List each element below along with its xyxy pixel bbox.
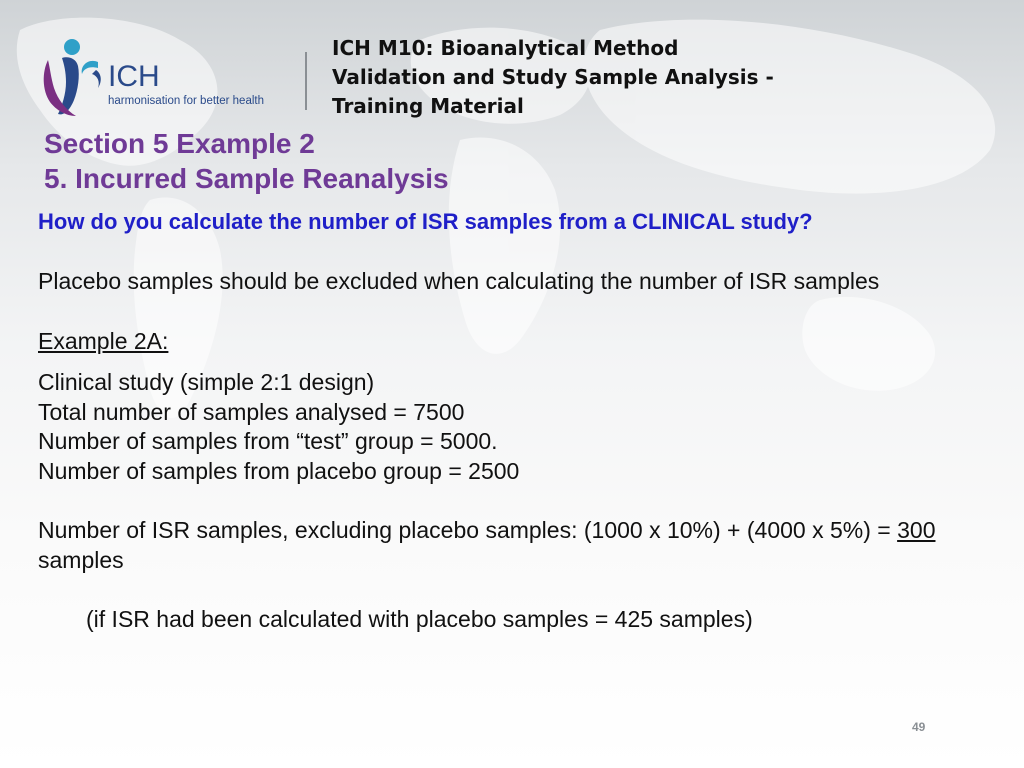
header-title-line: Validation and Study Sample Analysis - — [332, 65, 774, 89]
example-line: Clinical study (simple 2:1 design) — [38, 369, 375, 395]
ich-tagline: harmonisation for better health — [108, 95, 264, 107]
header-title-line: Training Material — [332, 94, 524, 118]
example-line: Number of samples from placebo group = 2500 — [38, 457, 520, 484]
question-heading: How do you calculate the number of ISR samples from a CLINICAL study? — [38, 209, 813, 234]
header-title-line: ICH M10: Bioanalytical Method — [332, 36, 679, 60]
page-number: 49 — [912, 720, 926, 734]
isr-calculation-unit: samples — [38, 546, 124, 573]
placebo-comparison-note: (if ISR had been calculated with placebo samples = 425 samples) — [86, 606, 753, 632]
placebo-note: Placebo samples should be excluded when calculating the number of ISR samples — [38, 268, 880, 294]
ich-logo — [40, 38, 310, 122]
isr-calculation-text: Number of ISR samples, excluding placebo samples: (1000 x 10%) + (4000 x 5%) = — [38, 517, 898, 543]
slide-body — [38, 207, 998, 635]
example-label: Example 2A: — [38, 327, 169, 354]
example-line: Total number of samples analysed = 7500 — [38, 398, 465, 425]
isr-calculation-value: 300 — [897, 517, 936, 543]
ich-wordmark: ICH — [108, 60, 160, 93]
isr-calculation — [38, 516, 998, 575]
example-line: Number of samples from “test” group = 5000. — [38, 428, 498, 454]
ich-figure-logo-icon — [40, 38, 310, 122]
section-title-line1: Section 5 Example 2 — [44, 128, 315, 159]
section-title — [44, 126, 449, 196]
header-divider — [305, 52, 307, 110]
section-title-line2: 5. Incurred Sample Reanalysis — [44, 163, 449, 194]
header-title — [332, 34, 852, 121]
